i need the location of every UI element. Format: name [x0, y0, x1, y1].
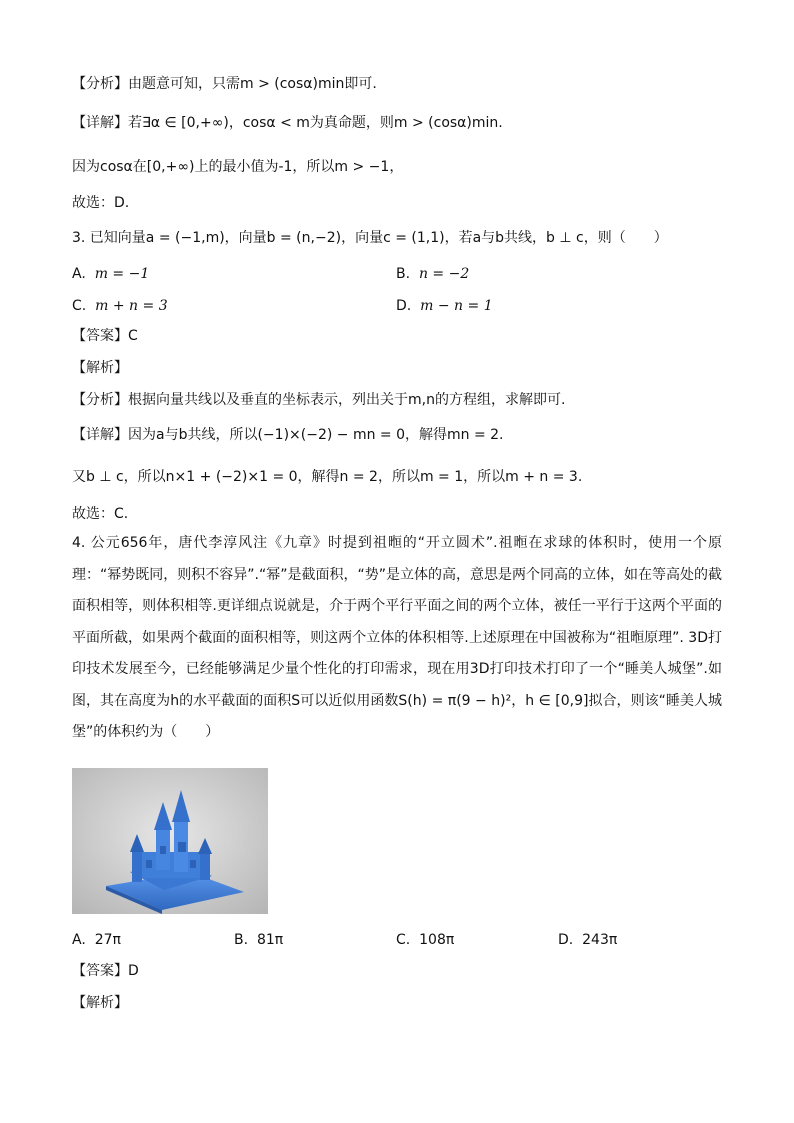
detail-text: 若∃α ∈ [0,+∞)，cosα < m为真命题，则m > (cosα)min.: [128, 115, 503, 131]
q3-option-a: [72, 264, 149, 284]
q3-option-d: [396, 296, 493, 316]
q2-reason-line: 因为cosα在[0,+∞)上的最小值为-1，所以m > −1，: [72, 159, 404, 175]
castle-illustration: [72, 768, 268, 914]
analysis-text: 由题意可知，只需m > (cosα)min即可.: [128, 76, 377, 92]
answer-value: D: [128, 963, 139, 979]
option-letter: D.: [558, 932, 574, 948]
analysis-tag: 【分析】: [72, 392, 128, 408]
analysis-text: 根据向量共线以及垂直的坐标表示，列出关于m,n的方程组，求解即可.: [128, 392, 566, 408]
q3-jiexi-tag: 【解析】: [72, 360, 128, 376]
answer-tag: 【答案】: [72, 328, 128, 344]
q3-detail-line: [72, 425, 504, 445]
q3-analysis-line: [72, 390, 565, 410]
q3-option-b: [396, 264, 469, 284]
option-text: 108π: [419, 932, 455, 948]
q4-option-d: [558, 930, 617, 950]
answer-tag: 【答案】: [72, 963, 128, 979]
q2-analysis-line: [72, 74, 377, 94]
analysis-tag: 【分析】: [72, 76, 128, 92]
q3-stem: 3. 已知向量a = (−1,m)，向量b = (n,−2)，向量c = (1,1)，若a与b共线，b ⊥ c，则（ ）: [72, 230, 668, 246]
option-letter: B.: [234, 932, 249, 948]
q2-choice-line: 故选：D.: [72, 195, 130, 211]
q3-answer-line: [72, 326, 138, 346]
q2-detail-line: [72, 113, 503, 133]
option-text: m + n = 3: [95, 298, 168, 314]
option-text: m − n = 1: [420, 298, 493, 314]
q4-option-a: [72, 930, 121, 950]
detail-text: 因为a与b共线，所以(−1)×(−2) − mn = 0，解得mn = 2.: [128, 427, 504, 443]
option-letter: C.: [396, 932, 411, 948]
option-letter: B.: [396, 266, 411, 282]
q4-stem: 4. 公元656年，唐代李淳风注《九章》时提到祖暅的“开立圆术”.祖暅在求球的体积时，使用一个原理：“幂势既同，则积不容异”.“幂”是截面积，“势”是立体的高，意思是两个同高的立体，如在等高处的截面积相等，则体积相等.更详细点说就是，介于两个平行平面之间的两个立体，被任一平行于这两个平面的平面所截，如果两个截面的面积相等，则这两个立体的体积相等.上述原理在中国被称为“祖暅原理”. 3D打印技术发展至今，已经能够满足少量个性化的打印需求，现在用3D打印技术打印了一个“睡美人城堡”.如图，其在高度为h的水平截面的面积S可以近似用函数S(h) = π(9 − h)²，h ∈ [0,9]拟合，则该“睡美人城堡”的体积约为（ ）: [72, 535, 722, 740]
option-text: 27π: [94, 932, 121, 948]
q3-choice-line: 故选：C.: [72, 506, 129, 522]
option-text: 81π: [256, 932, 284, 948]
option-text: n = −2: [418, 266, 470, 282]
q3-option-c: [72, 296, 168, 316]
q4-option-b: [234, 930, 283, 950]
option-text: 243π: [582, 932, 618, 948]
detail-tag: 【详解】: [72, 115, 128, 131]
detail-tag: 【详解】: [72, 427, 128, 443]
q4-answer-line: [72, 961, 139, 981]
option-letter: D.: [396, 298, 412, 314]
q4-option-c: [396, 930, 454, 950]
q3-detail-line-2: 又b ⊥ c，所以n×1 + (−2)×1 = 0，解得n = 2，所以m = 1，所以m + n = 3.: [72, 469, 583, 485]
castle-photo: [72, 768, 268, 914]
option-letter: A.: [72, 266, 86, 282]
option-letter: C.: [72, 298, 87, 314]
option-text: m = −1: [94, 266, 150, 282]
q4-jiexi-tag: 【解析】: [72, 995, 128, 1011]
answer-value: C: [128, 328, 138, 344]
option-letter: A.: [72, 932, 86, 948]
